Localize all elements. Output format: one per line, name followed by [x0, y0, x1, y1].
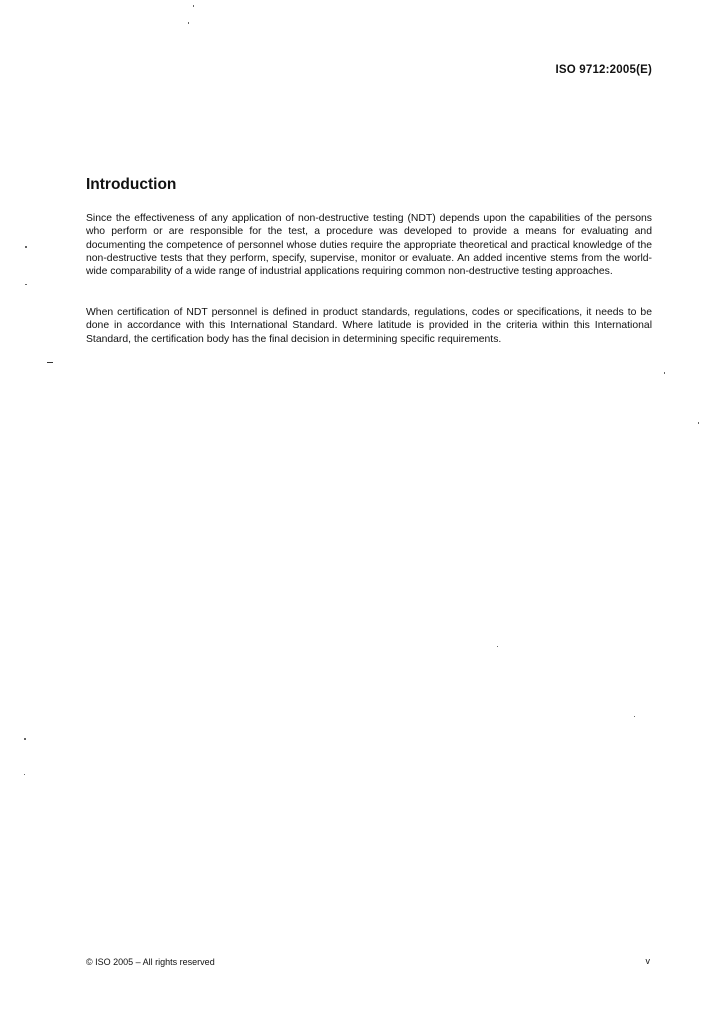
page-number: v: [645, 956, 650, 966]
scan-speck: [24, 774, 25, 775]
paragraph-1: Since the effectiveness of any application of non-destructive testing (NDT) depends upon the capabilities of the persons who perform or are responsible for the test, a procedure was developed to provide a means for evaluating and documenting the competence of personnel whose duties require the appropriate theoretical and practical knowledge of the non-destructive tests that they perform, specify, supervise, monitor or evaluate. An added incentive stems from the world-wide comparability of a wide range of industrial applications requiring common non-destructive testing approaches.: [86, 213, 652, 278]
scan-speck: [25, 246, 27, 248]
scan-speck: [497, 646, 498, 647]
scan-speck: [47, 362, 53, 363]
paragraph-2: When certification of NDT personnel is defined in product standards, regulations, codes or specifications, it needs to be done in accordance with this International Standard. Where latitude is provided in the criteria within this International Standard, the certification body has the final decision in determining specific requirements.: [86, 307, 652, 345]
scan-speck: [24, 738, 26, 740]
scan-speck: [193, 5, 194, 7]
scan-speck: [188, 22, 189, 24]
scan-speck: [664, 372, 665, 374]
scan-speck: [698, 422, 699, 424]
section-title: Introduction: [86, 176, 177, 193]
scan-speck: [634, 716, 635, 717]
document-id: ISO 9712:2005(E): [555, 64, 652, 76]
copyright-notice: © ISO 2005 – All rights reserved: [86, 957, 215, 967]
scan-speck: [25, 284, 27, 285]
